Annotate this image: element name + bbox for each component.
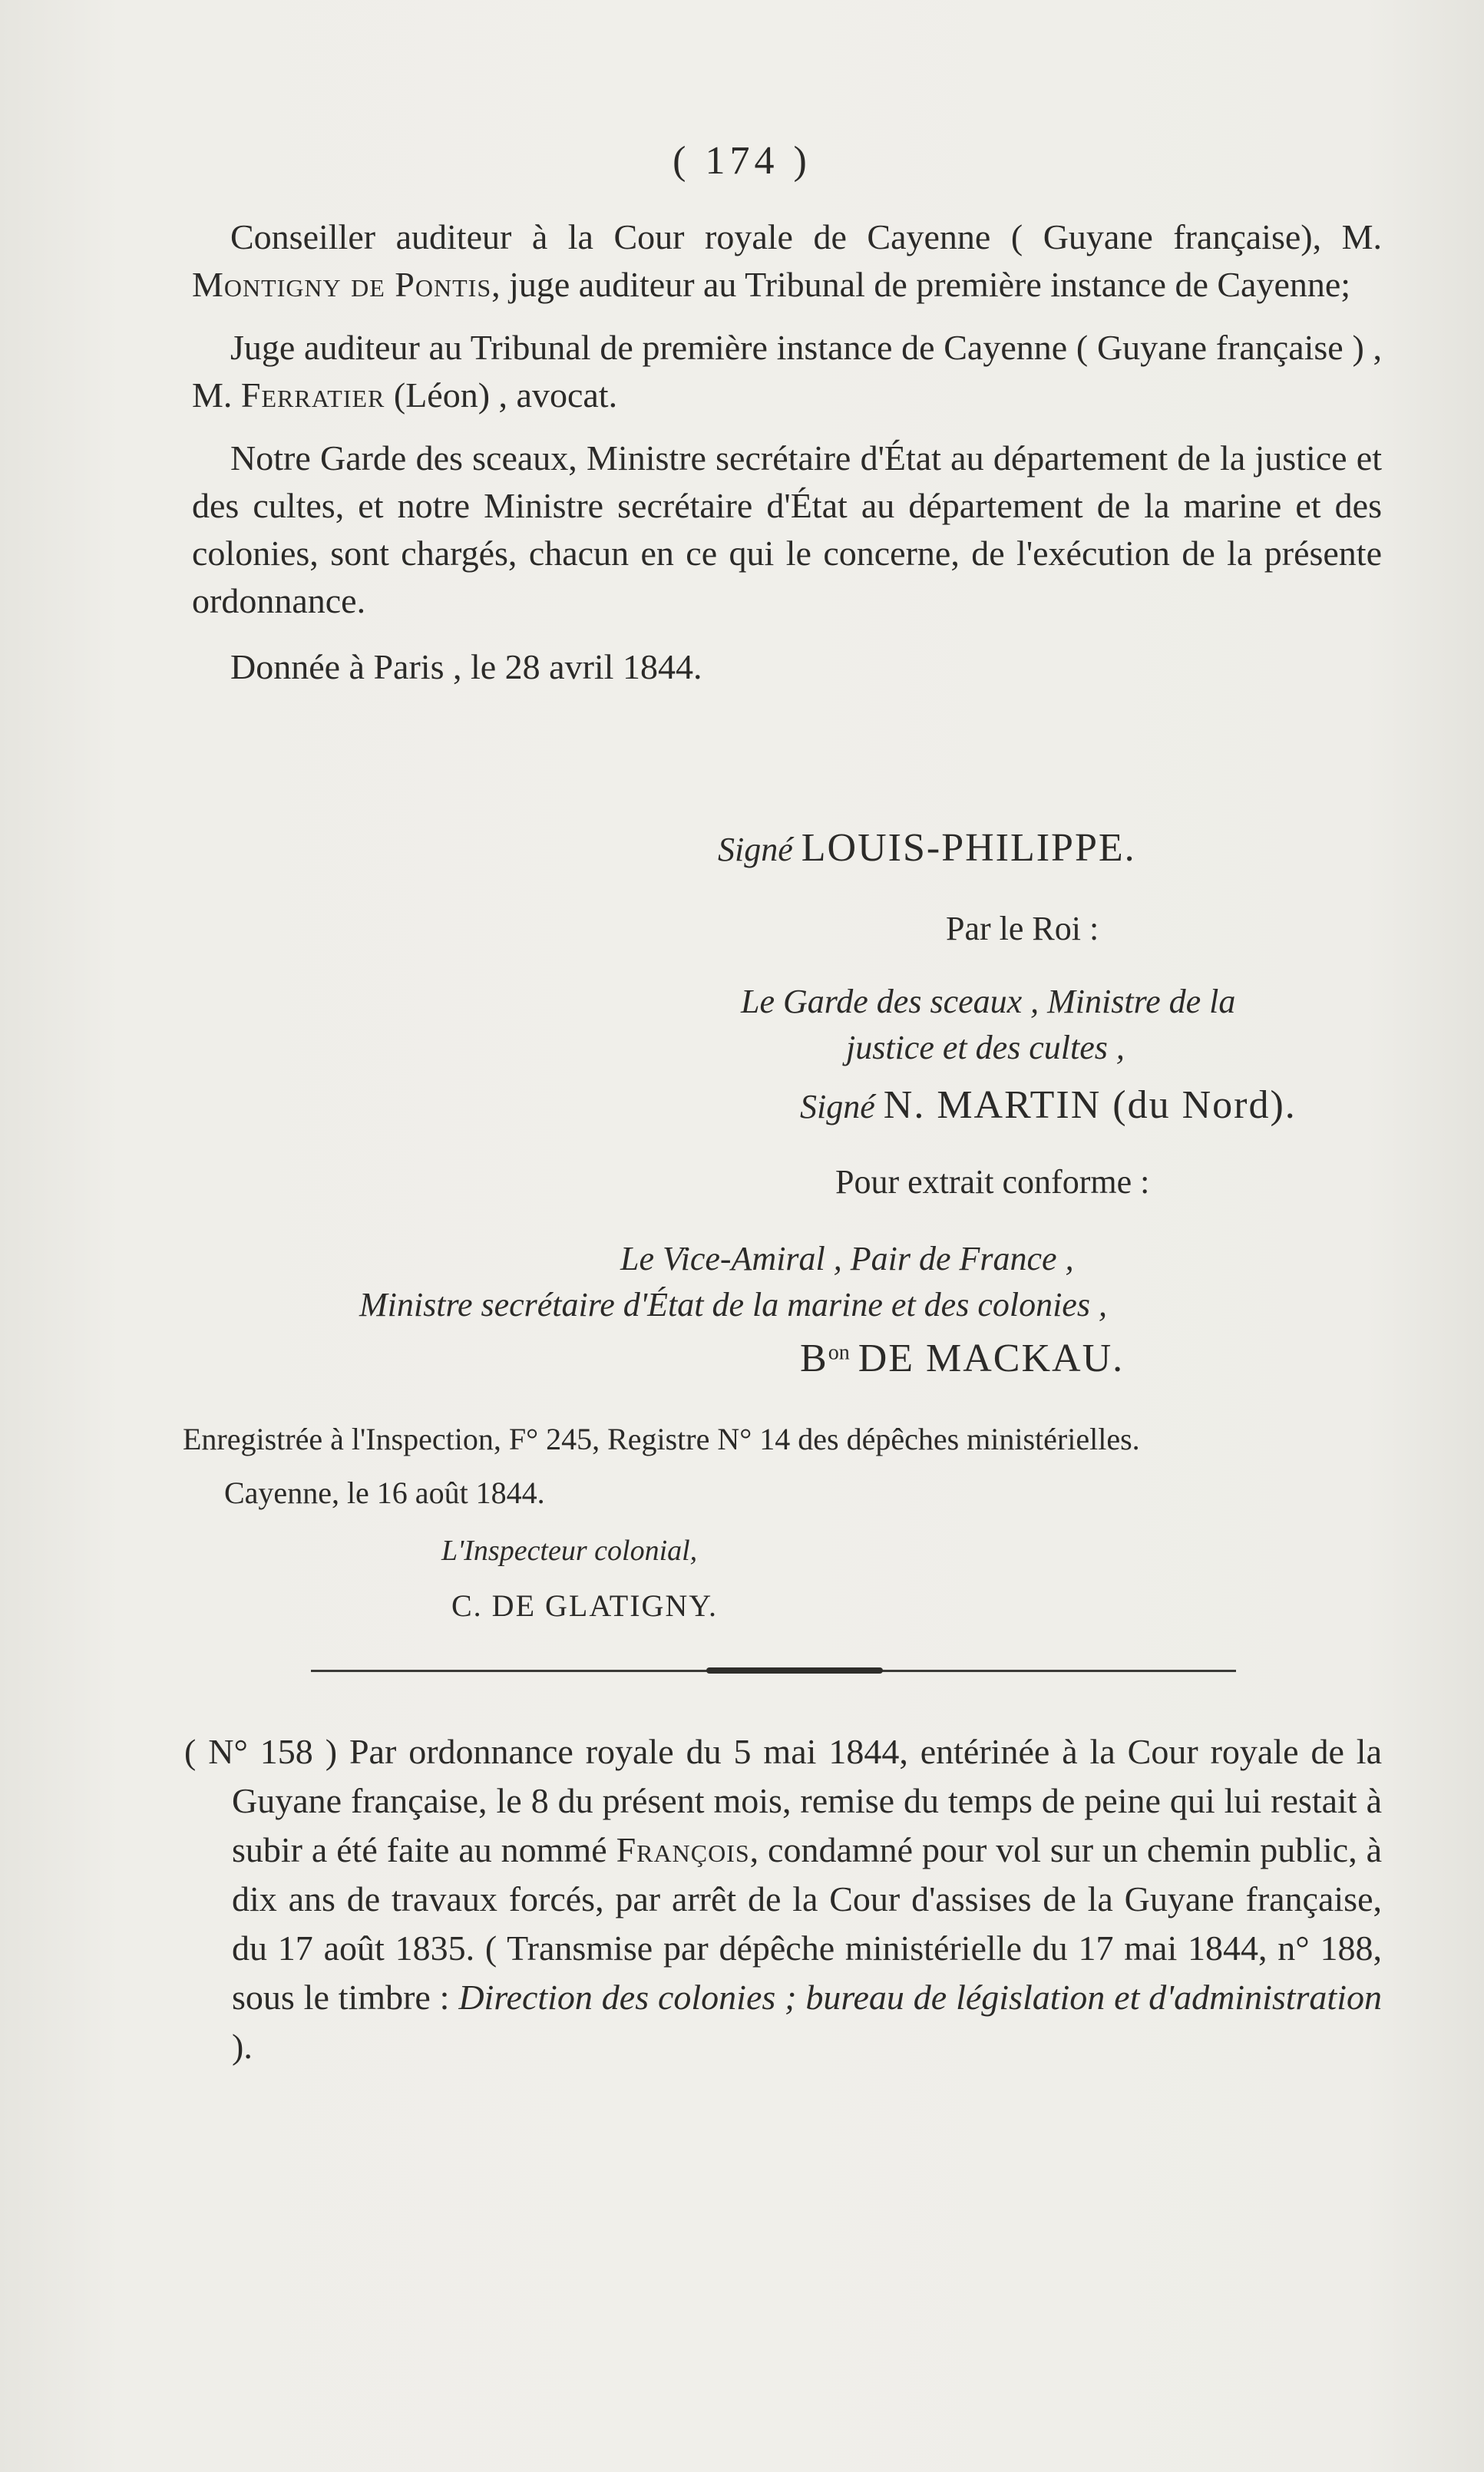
- garde-title-line2: justice et des cultes ,: [846, 1029, 1125, 1066]
- registration-date: Cayenne, le 16 août 1844.: [224, 1476, 545, 1510]
- person-name: Ferratier: [240, 375, 385, 415]
- entry-text: ).: [232, 2027, 253, 2066]
- vice-amiral-line1: Le Vice-Amiral , Pair de France ,: [620, 1240, 1074, 1277]
- king-signature: [718, 825, 1136, 873]
- decree-body: [192, 213, 1382, 691]
- paragraph-text: Conseiller auditeur à la Cour royale de Cayenne ( Guyane française), M.: [230, 217, 1382, 256]
- signe-label: Signé: [800, 1088, 875, 1125]
- paragraph-text: , juge auditeur au Tribunal de première instance de Cayenne;: [491, 265, 1351, 304]
- entry-158-paragraph: [184, 1727, 1382, 2071]
- baron-prefix: B: [800, 1337, 828, 1380]
- inspector-name: C. DE GLATIGNY.: [451, 1588, 719, 1623]
- mackau-name: DE MACKAU.: [858, 1337, 1125, 1380]
- entry-number: ( N° 158 ): [184, 1732, 338, 1771]
- inspector-title: L'Inspecteur colonial,: [441, 1535, 698, 1567]
- martin-signature: [800, 1082, 1297, 1130]
- registration-line: Enregistrée à l'Inspection, F° 245, Registre N° 14 des dépêches ministérielles.: [183, 1422, 1140, 1456]
- entry-timbre: Direction des colonies ; bureau de législation et d'administration: [458, 1978, 1382, 2017]
- garde-title-line1: Le Garde des sceaux , Ministre de la: [741, 983, 1236, 1020]
- mackau-signature: [800, 1336, 1124, 1383]
- entry-text: , condamné pour vol sur un chemin public, à dix ans de travaux forcés, par arrêt de la Cour d'assises de la Guyane française, du 17 août 1835. ( Transmise par dépêche ministérielle du 17 mai 1844, n° 188, sous le timbre :: [232, 1830, 1383, 2017]
- paragraph-date: Donnée à Paris , le 28 avril 1844.: [230, 647, 702, 686]
- paragraph-text: Juge auditeur au Tribunal de première instance de Cayenne ( Guyane française ) , M.: [192, 328, 1382, 415]
- king-name: LOUIS-PHILIPPE.: [801, 826, 1136, 870]
- martin-name: N. MARTIN (du Nord).: [883, 1083, 1297, 1127]
- par-le-roi: Par le Roi :: [946, 910, 1099, 947]
- section-divider-ornament: [706, 1667, 883, 1674]
- signe-label: Signé: [718, 831, 793, 868]
- baron-superscript: on: [828, 1340, 850, 1365]
- person-name: François: [616, 1830, 750, 1869]
- paragraph-text: (Léon) , avocat.: [385, 375, 618, 415]
- paragraph-juge: [192, 324, 1382, 419]
- page-number: ( 174 ): [673, 139, 811, 183]
- paragraph-conseiller: [192, 213, 1382, 309]
- entry-text: Par ordonnance royale du 5 mai 1844, entérinée à la Cour royale de la Guyane française, le 8 du présent mois, remise du temps de peine qui lui restait à subir a été faite au nommé: [232, 1732, 1382, 1869]
- person-name: Montigny de Pontis: [192, 265, 492, 304]
- paragraph-execution: Notre Garde des sceaux, Ministre secrétaire d'État au département de la justice et des cultes, et notre Ministre secrétaire d'État au département de la marine et des colonies, sont chargés, chacun en ce qui le concerne, de l'exécution de la présente ordonnance.: [192, 438, 1382, 620]
- extrait-conforme: Pour extrait conforme :: [835, 1163, 1150, 1201]
- entry-158: [184, 1727, 1382, 2071]
- vice-amiral-line2: Ministre secrétaire d'État de la marine et des colonies ,: [359, 1286, 1107, 1324]
